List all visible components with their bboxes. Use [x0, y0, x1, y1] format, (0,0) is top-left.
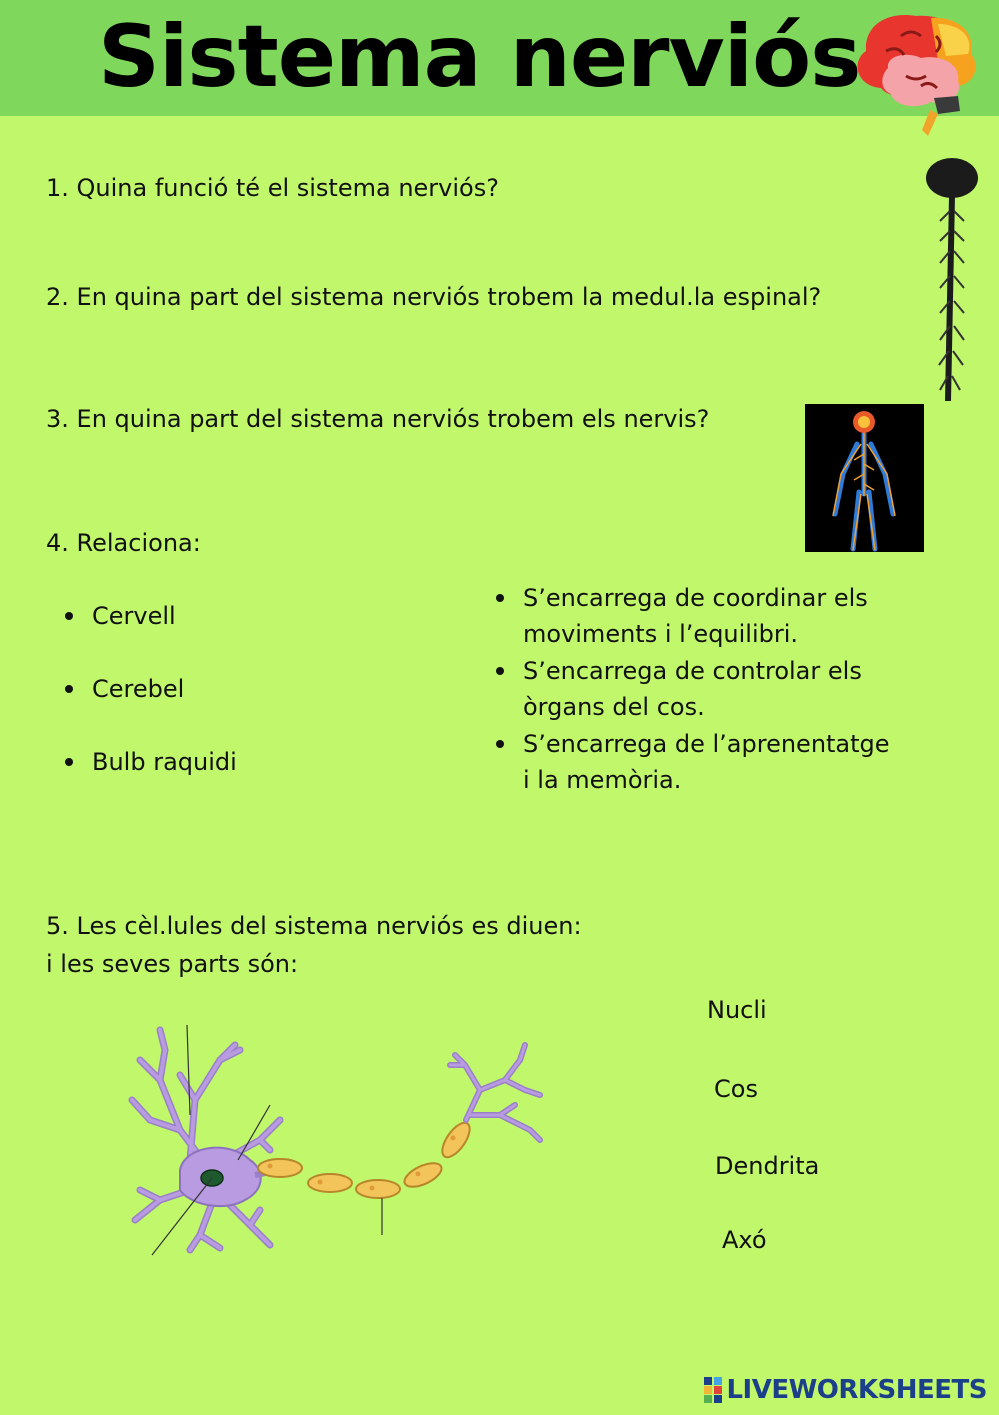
match-left-item: Cerebel — [92, 675, 185, 703]
match-right-item-line: i la memòria. — [523, 766, 682, 794]
neuron-label: Dendrita — [715, 1152, 820, 1180]
page-title: Sistema nerviós — [98, 7, 861, 107]
bullet — [496, 594, 504, 602]
neuron-diagram — [120, 1020, 560, 1260]
question-1: 1. Quina funció té el sistema nerviós? — [46, 174, 499, 202]
question-5-line-2: i les seves parts són: — [46, 950, 299, 978]
match-right-item-line: S’encarrega de l’aprenentatge — [523, 730, 890, 758]
question-3: 3. En quina part del sistema nerviós trobem els nervis? — [46, 405, 710, 433]
neuron-label: Cos — [714, 1075, 758, 1103]
bullet — [496, 667, 504, 675]
neuron-label: Nucli — [707, 996, 767, 1024]
match-left-item: Cervell — [92, 602, 176, 630]
match-right-item-line: S’encarrega de coordinar els — [523, 584, 868, 612]
liveworksheets-brand-text: LIVEWORKSHEETS — [726, 1375, 987, 1405]
match-left-item: Bulb raquidi — [92, 748, 237, 776]
brain-icon — [846, 6, 986, 146]
bullet — [65, 758, 73, 766]
liveworksheets-logo — [704, 1375, 987, 1405]
liveworksheets-mark-icon — [704, 1377, 724, 1403]
question-2: 2. En quina part del sistema nerviós trobem la medul.la espinal? — [46, 283, 822, 311]
bullet — [65, 612, 73, 620]
spinal-cord-icon — [920, 156, 984, 406]
bullet — [496, 740, 504, 748]
nervous-system-image — [805, 404, 924, 552]
question-4: 4. Relaciona: — [46, 529, 201, 557]
question-5-line-1: 5. Les cèl.lules del sistema nerviós es diuen: — [46, 912, 582, 940]
match-right-item-line: òrgans del cos. — [523, 693, 705, 721]
match-right-item-line: S’encarrega de controlar els — [523, 657, 862, 685]
match-right-item-line: moviments i l’equilibri. — [523, 620, 799, 648]
neuron-label: Axó — [722, 1226, 767, 1254]
bullet — [65, 685, 73, 693]
